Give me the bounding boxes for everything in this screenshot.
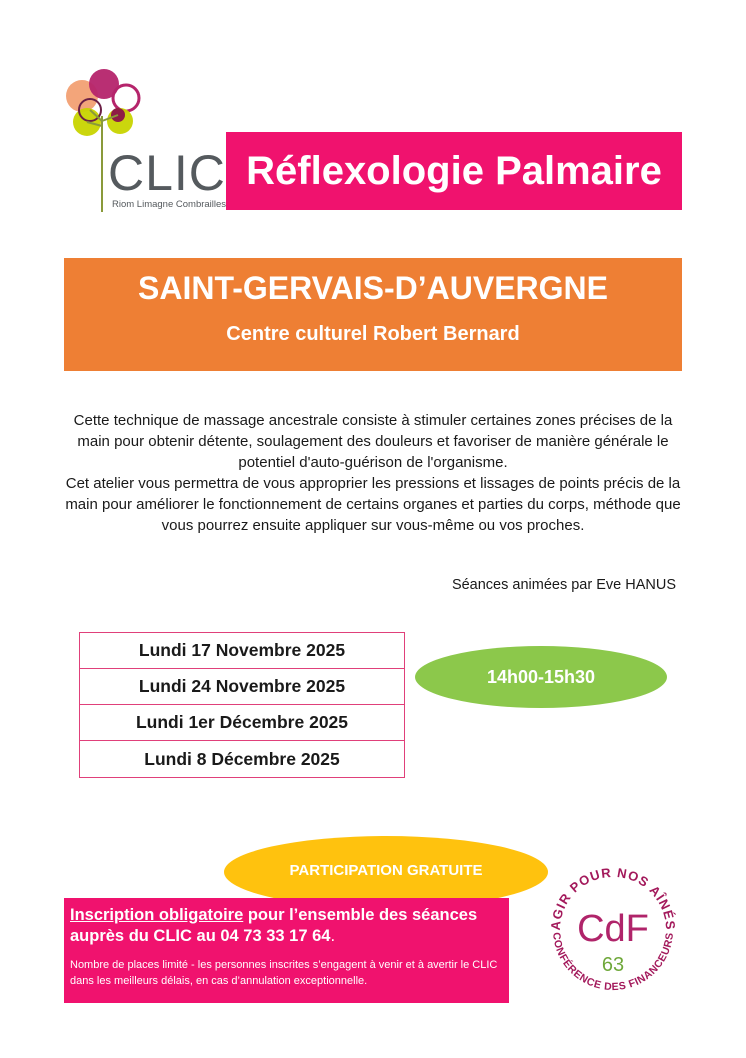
participation-badge: PARTICIPATION GRATUITE [224,836,548,908]
title-banner [226,132,682,210]
registration-contact: auprès du CLIC au 04 73 33 17 64 [70,927,331,945]
location-banner [64,258,682,371]
logo-subtitle: Riom Limagne Combrailles [112,199,227,210]
logo-stem [101,136,103,212]
time-badge: 14h00-15h30 [415,646,667,708]
date-row: Lundi 8 Décembre 2025 [144,748,340,769]
registration-required: Inscription obligatoire [70,906,244,924]
registration-line1-rest: pour l’ensemble des séances [243,906,478,924]
clic-logo [60,66,230,216]
venue-name: Centre culturel Robert Bernard [226,323,520,345]
city-name: SAINT-GERVAIS-D’AUVERGNE [138,270,608,306]
logo-text: CLIC [108,145,226,201]
logo-circles-icon [60,66,160,146]
cdf-number: 63 [601,954,625,976]
registration-box [64,898,509,1003]
date-row: Lundi 17 Novembre 2025 [80,633,404,669]
cdf-logo-icon [540,855,686,995]
date-row: Lundi 1er Décembre 2025 [80,705,404,741]
animator-credit: Séances animées par Eve HANUS [451,577,676,593]
date-row: Lundi 24 Novembre 2025 [80,669,404,705]
page-title: Réflexologie Palmaire [246,148,662,193]
registration-period: . [330,927,336,945]
cdf-bottom-text: CONFÉRENCE DES FINANCEURS [549,931,677,994]
dates-table [79,632,405,778]
description [64,410,682,536]
registration-text [70,905,503,947]
description-paragraph-2: Cet atelier vous permettra de vous approprier les pressions et lissages de points précis de la main pour améliorer le fonctionnement de certains organes et parties du corps, méthode que vous pourrez ensuite appliquer sur vous-même ou vos proches. [65,475,681,534]
cdf-mark: CdF [577,908,649,950]
cdf-top-text: AGIR POUR NOS AÎNÉS [547,864,679,931]
registration-note: Nombre de places limité - les personnes inscrites s’engagent à venir et à avertir le CLIC dans les meilleurs délais, en cas d’annulation exceptionnelle. [70,959,498,987]
description-paragraph-1: Cette technique de massage ancestrale consiste à stimuler certaines zones précises de la main pour obtenir détente, soulagement des douleurs et favoriser de manière générale le potentiel d'auto-guérison de l'organisme. [73,412,673,471]
